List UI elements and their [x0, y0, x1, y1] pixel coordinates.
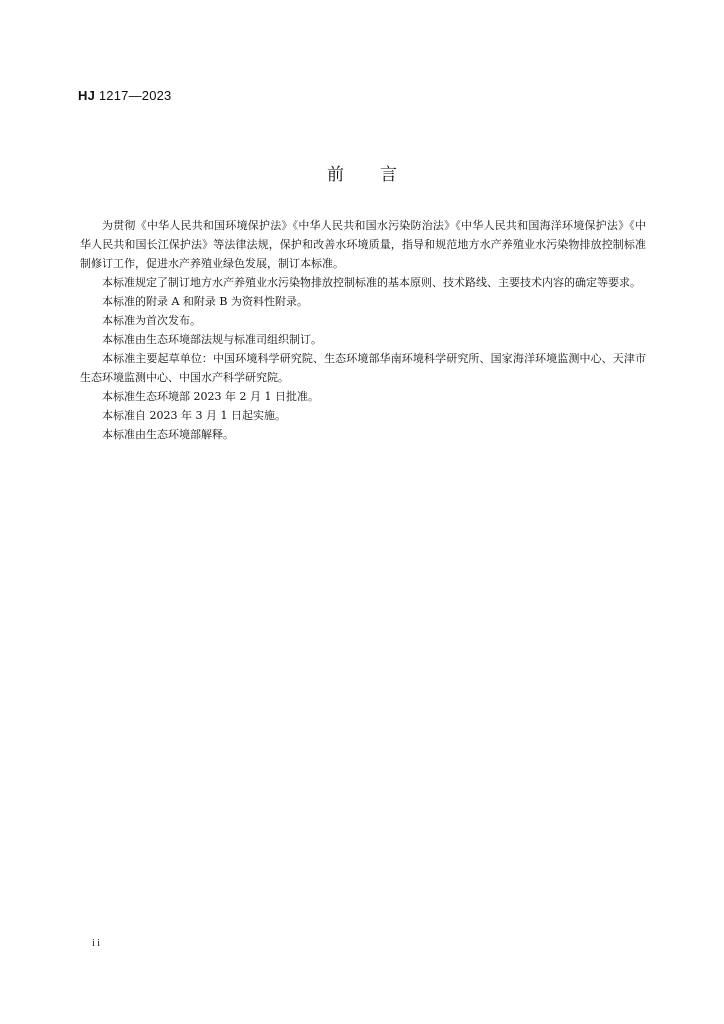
- standard-prefix: HJ: [78, 88, 96, 103]
- foreword-body: [80, 216, 646, 444]
- paragraph-scope: 本标准规定了制订地方水产养殖业水污染物排放控制标准的基本原则、技术路线、主要技术内容的确定等要求。: [102, 276, 641, 289]
- paragraph-drafters: 本标准主要起草单位：中国环境科学研究院、生态环境部华南环境科学研究所、国家海洋环境监测中心、天津市生态环境监测中心、中国水产科学研究院。: [80, 352, 646, 384]
- paragraph-organizer: 本标准由生态环境部法规与标准司组织制订。: [102, 333, 322, 346]
- page-number: i i: [92, 938, 101, 949]
- paragraph-purpose: 为贯彻《中华人民共和国环境保护法》《中华人民共和国水污染防治法》《中华人民共和国海洋环境保护法》《中华人民共和国长江保护法》等法律法规，保护和改善水环境质量，指导和规范地方水产养殖业水污染物排放控制标准制修订工作，促进水产养殖业绿色发展，制订本标准。: [80, 219, 646, 270]
- paragraph-effective: 本标准自 2023 年 3 月 1 日起实施。: [102, 409, 286, 422]
- standard-code: [78, 88, 171, 103]
- page-title: 前言: [327, 165, 433, 185]
- paragraph-interpretation: 本标准由生态环境部解释。: [102, 428, 234, 441]
- paragraph-approval: 本标准生态环境部 2023 年 2 月 1 日批准。: [102, 390, 319, 403]
- paragraph-first-release: 本标准为首次发布。: [102, 314, 201, 327]
- paragraph-appendix: 本标准的附录 A 和附录 B 为资料性附录。: [102, 295, 309, 308]
- standard-number: 1217—2023: [95, 88, 172, 103]
